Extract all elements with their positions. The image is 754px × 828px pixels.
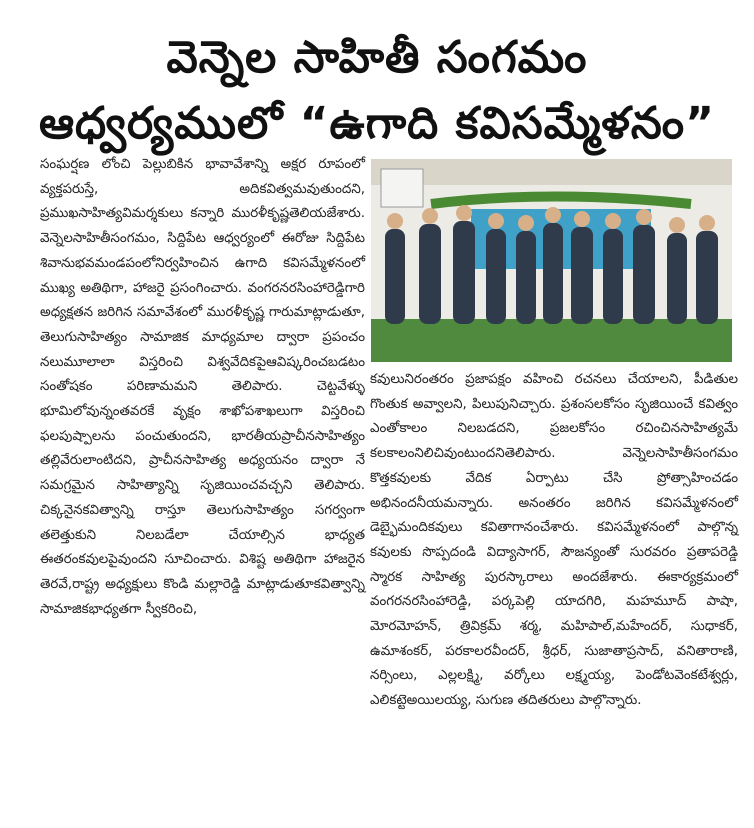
event-photo: [371, 159, 732, 362]
article-paragraph-left: సంఘర్షణ లోంచి పెల్లుబికిన భావావేశాన్ని అక్షర రూపంలో వ్యక్తపరుస్తే, అదికవిత్వమవుతుందని, ప్రముఖసాహిత్యవిమర్శకులు కన్నారి మురళీకృష్ణతెలియజేశారు. వెన్నెలసాహితీసంగమం, సిద్దిపేట ఆధ్వర్యంలో ఈరోజు సిద్దిపేట శివానుభవమండపంలోనిర్వహించిన ఉగాది కవిసమ్మేళనంలో ముఖ్య అతిథిగా, హాజరై ప్రసంగించారు. వంగరనరసింహారెడ్డిగారి అధ్యక్షతన జరిగిన సమావేశంలో మురళీకృష్ణ గారుమాట్లాడుతూ, తెలుగుసాహిత్యం సామాజిక మాధ్యమాల ద్వారా ప్రపంచం నలుమూలాలా విస్తరించి విశ్వవేదికపైఆవిష్కరించబడటం సంతోషకం పరిణామమని తెలిపారు. చెట్టవేళ్ళు భూమిలోవున్నంతవరకే వృక్షం శాఖోపశాఖలుగా విస్తరించి ఫలపుష్పాలను పంచుతుందని, భారతీయప్రాచీనసాహిత్యం తల్లివేరులాంటిదని, ప్రాచీనసాహిత్య అధ్యయనం ద్వారా నే సమగ్రమైన సాహిత్యాన్ని సృజియించవచ్చని తెలిపారు. చిక్కనైనకవిత్వాన్ని రాస్తూ తెలుగుసాహిత్యం సగర్వంగా తలెత్తుకుని నిలబడేలా చేయాల్సిన భాధ్యత ఈతరంకవులపైవుందని సూచించారు. విశిష్ట అతిథిగా హాజరైన తెరవే,రాష్ట్ర అధ్యక్షులు కొండి మల్లారెడ్డి మాట్లాడుతూకవిత్వాన్ని సామాజికభాధ్యతగా స్వీకరించి,: [40, 157, 365, 617]
article-paragraph-right: కవులునిరంతరం ప్రజాపక్షం వహించి రచనలు చేయాలని, పీడితుల గొంతుక అవ్వాలని, పిలుపునిచ్చారు. ప్రశంసలకోసం సృజియించే కవిత్వం ఎంతోకాలం నిలబడదని, ప్రజలకోసం రచించినసాహిత్యమే కలకాలంనిలిచివుంటుందనితెలిపారు. వెన్నెలసాహితీసంగమం కొత్తకవులకు వేదిక ఏర్పాటు చేసి ప్రోత్సాహించడం అభినందనీయమన్నారు. అనంతరం జరిగిన కవిసమ్మేళనంలో డెబ్భైమందికవులు కవితాగానంచేశారు. కవిసమ్మేళనంలో పాల్గొన్న కవులకు సొప్పదండి విద్యాసాగర్, సౌజన్యంతో సురవరం ప్రతాపరెడ్డి స్మారక సాహిత్య పురస్కారాలు అందజేశారు. ఈకార్యక్రమంలో వంగరనరసింహారెడ్డి, పర్కపెల్లి యాదగిరి, మహమూద్ పాషా, మోరమోహన్, త్రివిక్రమ్ శర్మ, మహిపాల్,మహేందర్, సుధాకర్, ఉమాశంకర్, పరకాలరవీందర్, శ్రీధర్, సుజాతాప్రసాద్, వనితారాణి, నర్సింలు, ఎల్లలక్ష్మి, వర్కోలు లక్ష్మయ్య, పెండోటవెంకటేశ్వర్లు, ఎలికట్టెఅయిలయ్య, సుగుణ తదితరులు పాల్గొన్నారు.: [370, 372, 738, 709]
headline-line-1: వెన్నెల సాహితీ సంగమం: [166, 32, 588, 84]
headline-line-2: ఆధ్వర్యములో “ఉగాది కవిసమ్మేళనం”: [38, 98, 716, 150]
article-right-column: [370, 368, 738, 714]
article-left-column: [40, 153, 365, 622]
group-photo-icon: [371, 159, 732, 362]
headline: [0, 25, 754, 157]
